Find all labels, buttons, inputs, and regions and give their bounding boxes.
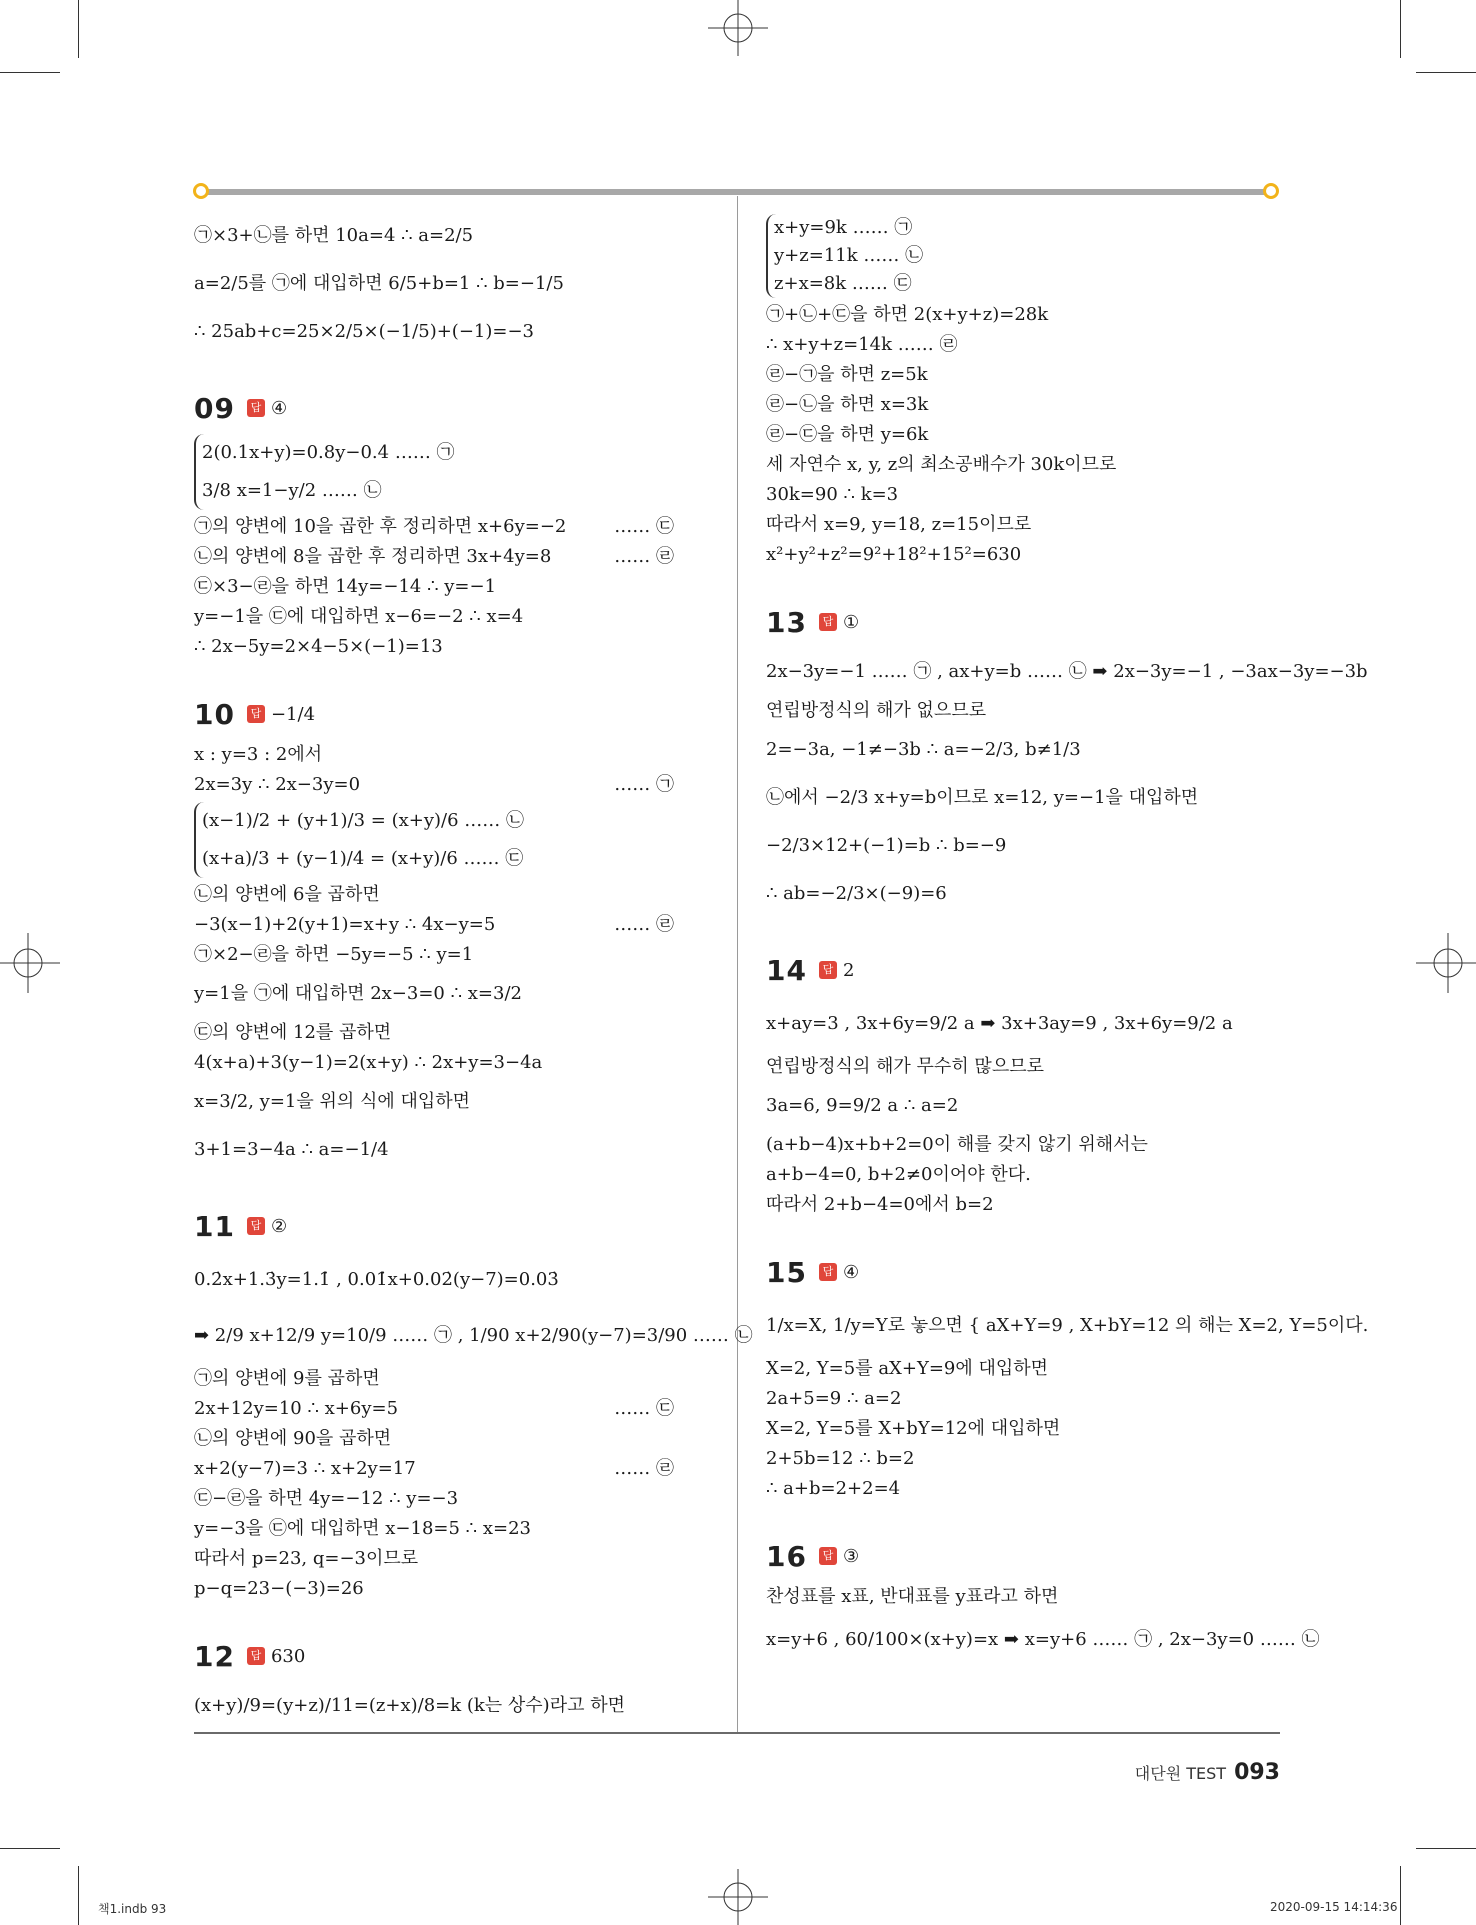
equation-row: x+y=9k …… ㉠ [774,217,913,238]
registration-mark-right [1416,933,1476,993]
solution-line [194,212,714,260]
solution-text: 따라서 p=23, q=−3이므로 [194,1548,419,1569]
solution-text: X=2, Y=5를 aX+Y=9에 대입하면 [766,1358,1049,1379]
answer-value: 2 [842,959,855,981]
answer-value: ④ [270,397,288,419]
crop-mark [78,0,79,58]
solution-text: ㉠+㉡+㉢을 하면 2(x+y+z)=28k [766,304,1049,325]
solution-line [766,450,1286,480]
solution-line [194,1252,714,1308]
solution-text: 2+5b=12 ∴ b=2 [766,1448,915,1469]
solution-line [766,822,1286,870]
equation-tag: …… ㉣ [614,1458,674,1479]
solution-text: 연립방정식의 해가 없으므로 [766,700,987,721]
solution-text: ➡ 2/9 x+12/9 y=10/9 …… ㉠ , 1/90 x+2/90(y−7)=3/90 …… ㉡ [194,1325,753,1346]
problem-header [194,1206,714,1246]
solution-text: ㉣−㉢을 하면 y=6k [766,424,929,445]
solution-line [766,726,1286,774]
solution-line [766,870,1286,918]
solution-text: a=2/5를 ㉠에 대입하면 6/5+b=1 ∴ b=−1/5 [194,273,564,294]
spacer [194,662,714,694]
equation-row: 2(0.1x+y)=0.8y−0.4 …… ㉠ [202,442,455,463]
solution-text: 2=−3a, −1≠−3b ∴ a=−2/3, b≠1/3 [766,739,1081,760]
solution-line [194,1544,714,1574]
solution-line [194,1682,714,1730]
equation-row: 3/8 x=1−y/2 …… ㉡ [202,480,382,501]
solution-line [766,1384,1286,1414]
solution-line [194,1078,714,1126]
solution-text: ㉡의 양변에 6을 곱하면 [194,884,380,905]
equation-row: z+x=8k …… ㉢ [774,273,912,294]
rule-end-dot [1263,183,1279,199]
solution-text: ∴ 25ab+c=25×2/5×(−1/5)+(−1)=−3 [194,321,534,342]
solution-text: ㉢×3−㉣을 하면 14y=−14 ∴ y=−1 [194,576,497,597]
answer-badge-icon: 답 [247,1217,265,1235]
solution-line [766,1414,1286,1444]
problem-number: 16 [766,1539,807,1573]
solution-line [194,1574,714,1604]
solution-line [194,1394,714,1424]
answer-value: 630 [270,1645,306,1667]
equation-system [194,802,714,878]
crop-mark [1416,72,1476,73]
date-slug: 2020-09-15 14:14:36 [1270,1900,1398,1914]
crop-mark [1400,0,1401,58]
solution-text: −3(x−1)+2(y+1)=x+y ∴ 4x−y=5 [194,914,496,935]
spacer [194,1604,714,1636]
solution-text: ㉠×3+㉡를 하면 10a=4 ∴ a=2/5 [194,225,474,246]
solution-line [766,696,1286,726]
answer-badge-icon: 답 [247,399,265,417]
solution-line [766,1474,1286,1504]
solution-text: ㉢−㉣을 하면 4y=−12 ∴ y=−3 [194,1488,459,1509]
registration-mark-top [708,0,768,60]
equation-row: (x−1)/2 + (y+1)/3 = (x+y)/6 …… ㉡ [202,810,524,831]
file-slug: 책1.indb 93 [98,1902,167,1916]
spacer [766,570,1286,602]
problem-header [194,694,714,734]
answer-badge-icon: 답 [819,1547,837,1565]
solution-text: ㉠의 양변에 10을 곱한 후 정리하면 x+6y=−2 [194,516,567,537]
solution-text: ㉡의 양변에 90을 곱하면 [194,1428,392,1449]
solution-line [766,300,1286,330]
answer-badge-icon: 답 [819,1263,837,1281]
problem-header [766,950,1286,990]
registration-mark-left [0,933,60,993]
spacer [194,1174,714,1206]
registration-mark-bottom [708,1865,768,1925]
crop-mark [0,1848,60,1849]
rule-end-dot [193,183,209,199]
solution-text: ㉣−㉡을 하면 x=3k [766,394,929,415]
answer-value: ③ [842,1545,860,1567]
solution-text: y=−1을 ㉢에 대입하면 x−6=−2 ∴ x=4 [194,606,524,627]
solution-line [194,770,714,800]
crop-mark [1416,1848,1476,1849]
column-divider [737,196,738,1733]
solution-text: x=y+6 , 60/100×(x+y)=x ➡ x=y+6 …… ㉠ , 2x−3y=0 …… ㉡ [766,1629,1320,1650]
solution-text: 4(x+a)+3(y−1)=2(x+y) ∴ 2x+y=3−4a [194,1052,543,1073]
solution-text: 2x=3y ∴ 2x−3y=0 [194,774,361,795]
top-rule [198,189,1274,195]
solution-line [766,648,1368,696]
problem-number: 10 [194,697,235,731]
solution-text: ㉡에서 −2/3 x+y=b이므로 x=12, y=−1을 대입하면 [766,787,1199,808]
solution-text: ㉠의 양변에 9를 곱하면 [194,1368,380,1389]
solution-line [766,1444,1286,1474]
problem-header [766,1252,1286,1292]
solution-text: (x+y)/9=(y+z)/11=(z+x)/8=k (k는 상수)라고 하면 [194,1695,625,1716]
solution-text: ∴ ab=−2/3×(−9)=6 [766,883,947,904]
solution-text: 3+1=3−4a ∴ a=−1/4 [194,1139,389,1160]
problem-number: 15 [766,1255,807,1289]
spacer [766,918,1286,950]
solution-line [766,1298,1369,1354]
solution-text: ㉣−㉠을 하면 z=5k [766,364,928,385]
equation-tag: …… ㉢ [614,1398,674,1419]
answer-badge-icon: 답 [247,705,265,723]
spacer [194,356,714,388]
solution-line [194,1364,714,1394]
equation-system [766,214,1286,298]
solution-text: 1/x=X, 1/y=Y로 놓으면 { aX+Y=9 , X+bY=12 의 해는 X=2, Y=5이다. [766,1315,1369,1336]
problem-header [766,602,1286,642]
solution-text: a+b−4=0, b+2≠0이어야 한다. [766,1164,1031,1185]
footer-title [1135,1760,1280,1785]
solution-text: 30k=90 ∴ k=3 [766,484,899,505]
solution-text: y=1을 ㉠에 대입하면 2x−3=0 ∴ x=3/2 [194,983,522,1004]
solution-text: ∴ 2x−5y=2×4−5×(−1)=13 [194,636,443,657]
solution-line [766,540,1286,570]
answer-badge-icon: 답 [819,961,837,979]
equation-tag: …… ㉠ [614,774,674,795]
spacer [766,1504,1286,1536]
solution-text: ∴ x+y+z=14k …… ㉣ [766,334,958,355]
solution-line [766,330,1286,360]
equation-row: y+z=11k …… ㉡ [774,245,924,266]
answer-value: ② [270,1215,288,1237]
solution-line [194,1126,714,1174]
solution-text: 따라서 x=9, y=18, z=15이므로 [766,514,1032,535]
page-number: 093 [1234,1760,1280,1785]
solution-text: x+ay=3 , 3x+6y=9/2 a ➡ 3x+3ay=9 , 3x+6y=9/2 a [766,1013,1233,1034]
solution-line [194,308,714,356]
solution-line [194,910,714,940]
equation-tag: …… ㉢ [614,516,674,537]
solution-line [766,1130,1286,1160]
equation-row: (x+a)/3 + (y−1)/4 = (x+y)/6 …… ㉢ [202,848,524,869]
problem-header [194,1636,714,1676]
solution-line [194,970,714,1018]
solution-line [194,572,714,602]
solution-line [194,632,714,662]
solution-line [194,1454,714,1484]
solution-line [766,774,1286,822]
solution-line [766,360,1286,390]
solution-text: y=−3을 ㉢에 대입하면 x−18=5 ∴ x=23 [194,1518,531,1539]
solution-text: (a+b−4)x+b+2=0이 해를 갖지 않기 위해서는 [766,1134,1148,1155]
solution-line [766,1190,1286,1220]
solution-line [766,1612,1320,1668]
solution-text: 2x+12y=10 ∴ x+6y=5 [194,1398,399,1419]
solution-text: x : y=3 : 2에서 [194,744,323,765]
solution-line [766,390,1286,420]
solution-text: −2/3×12+(−1)=b ∴ b=−9 [766,835,1007,856]
solution-line [194,1308,753,1364]
solution-line [766,1160,1286,1190]
solution-line [766,420,1286,450]
solution-line [766,1582,1286,1612]
spacer [766,1220,1286,1252]
problem-number: 09 [194,391,235,425]
solution-text: ㉠×2−㉣을 하면 −5y=−5 ∴ y=1 [194,944,474,965]
solution-text: x²+y²+z²=9²+18²+15²=630 [766,544,1022,565]
solution-text: ㉢의 양변에 12를 곱하면 [194,1022,392,1043]
solution-line [194,602,714,632]
equation-system [194,434,714,510]
problem-header [194,388,714,428]
crop-mark [78,1866,79,1925]
solution-text: p−q=23−(−3)=26 [194,1578,364,1599]
solution-line [194,260,714,308]
problem-header [766,1536,1286,1576]
solution-line [194,1048,714,1078]
section-label: 대단원 TEST [1134,1764,1227,1783]
equation-tag: …… ㉣ [614,914,674,935]
solution-text: 연립방정식의 해가 무수히 많으므로 [766,1056,1044,1077]
solution-line [194,880,714,910]
solution-line [766,510,1286,540]
solution-text: 찬성표를 x표, 반대표를 y표라고 하면 [766,1586,1059,1607]
solution-line [194,1484,714,1514]
solution-text: x+2(y−7)=3 ∴ x+2y=17 [194,1458,416,1479]
equation-tag: …… ㉣ [614,546,674,567]
solution-line [194,1018,714,1048]
solution-line [766,480,1286,510]
solution-line [194,940,714,970]
solution-text: x=3/2, y=1을 위의 식에 대입하면 [194,1091,471,1112]
right-column [766,212,1369,1668]
bottom-rule [194,1732,1280,1734]
solution-line [194,512,714,542]
solution-text: X=2, Y=5를 X+bY=12에 대입하면 [766,1418,1061,1439]
answer-badge-icon: 답 [819,613,837,631]
solution-text: 0.2̇x+1.3̇y=1.1̇ , 0.01̇x+0.02̇(y−7)=0.03̇ [194,1269,559,1290]
solution-line [766,1052,1286,1082]
solution-line [194,740,714,770]
solution-text: ∴ a+b=2+2=4 [766,1478,901,1499]
problem-number: 11 [194,1209,235,1243]
answer-value: −1/4 [270,703,316,725]
solution-line [766,1082,1286,1130]
solution-text: 2a+5=9 ∴ a=2 [766,1388,902,1409]
solution-line [194,1424,714,1454]
problem-number: 12 [194,1639,235,1673]
crop-mark [0,72,60,73]
crop-mark [1400,1866,1401,1925]
left-column [194,212,753,1730]
answer-value: ④ [842,1261,860,1283]
problem-number: 14 [766,953,807,987]
solution-line [194,542,714,572]
solution-text: 3a=6, 9=9/2 a ∴ a=2 [766,1095,959,1116]
solution-text: ㉡의 양변에 8을 곱한 후 정리하면 3x+4y=8 [194,546,552,567]
solution-text: 따라서 2+b−4=0에서 b=2 [766,1194,994,1215]
problem-number: 13 [766,605,807,639]
solution-text: 2x−3y=−1 …… ㉠ , ax+y=b …… ㉡ ➡ 2x−3y=−1 , −3ax−3y=−3b [766,661,1368,682]
answer-badge-icon: 답 [247,1647,265,1665]
answer-value: ① [842,611,860,633]
solution-line [766,996,1286,1052]
solution-text: 세 자연수 x, y, z의 최소공배수가 30k이므로 [766,454,1117,475]
solution-line [766,1354,1286,1384]
solution-line [194,1514,714,1544]
